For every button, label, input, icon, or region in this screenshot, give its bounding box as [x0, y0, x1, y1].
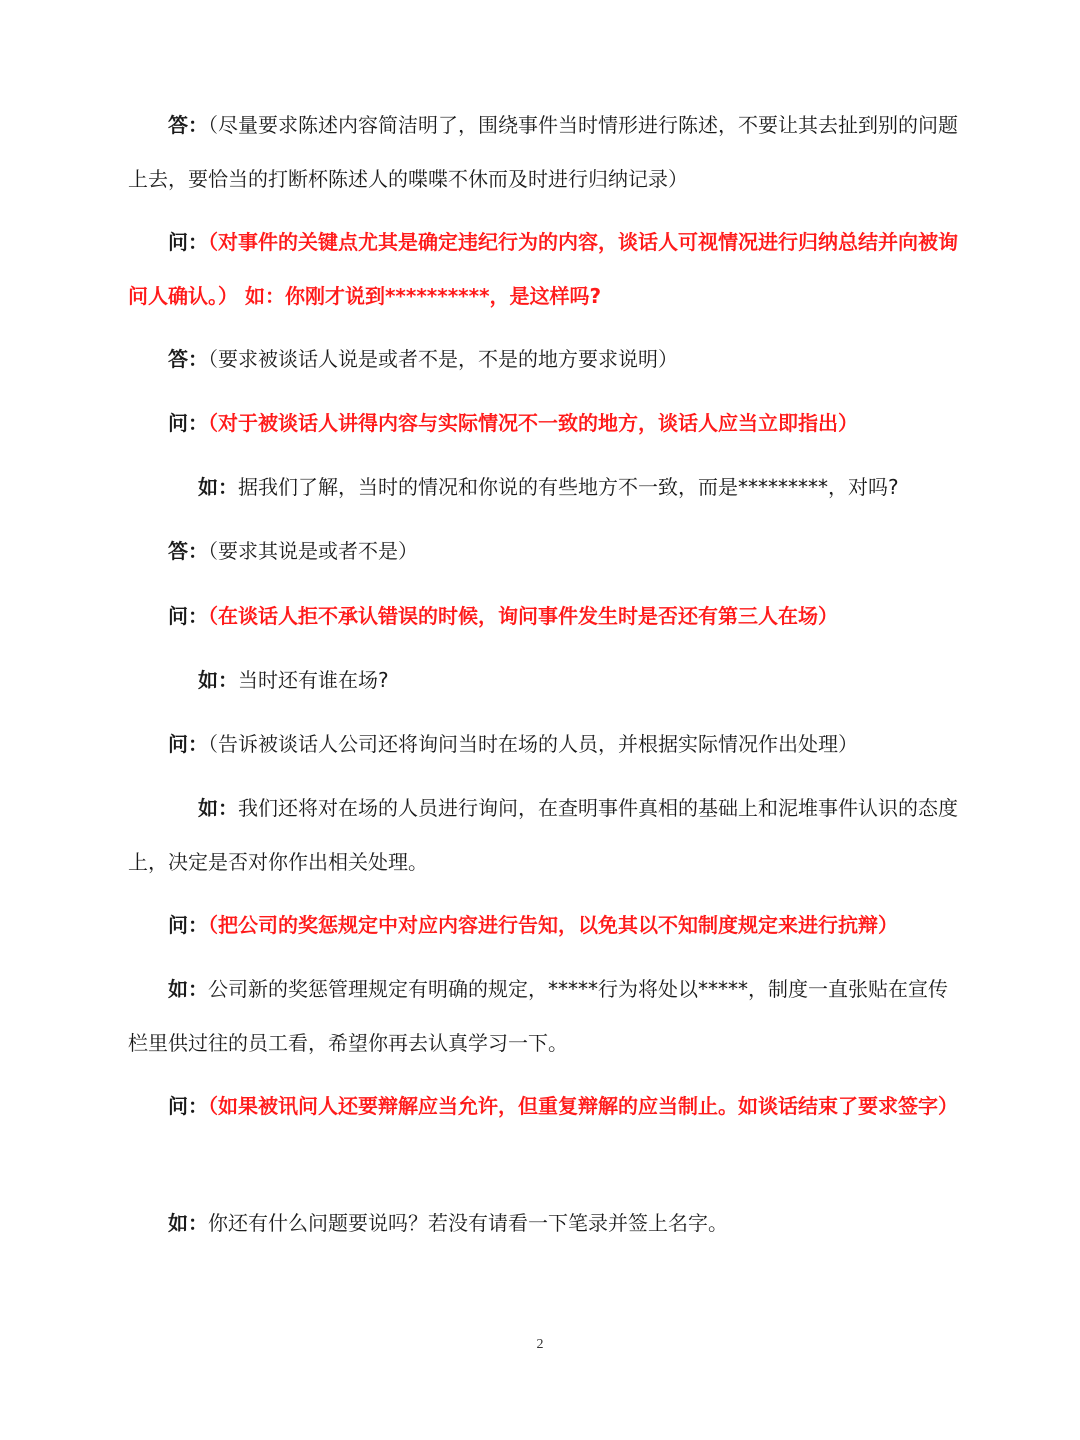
question-label: 问：	[168, 913, 208, 937]
question-label: 问：	[168, 604, 208, 628]
question-text: （把公司的奖惩规定中对应内容进行告知，以免其以不知制度规定来进行抗辩）	[208, 913, 898, 937]
paragraph-example-5	[128, 1196, 958, 1250]
paragraph-question-6	[128, 1079, 958, 1133]
paragraph-example-4	[128, 962, 958, 1070]
example-label: 如：	[198, 668, 238, 692]
question-label: 问：	[168, 732, 208, 756]
example-label: 如：	[198, 475, 238, 499]
paragraph-question-3	[128, 589, 958, 643]
question-text: （对事件的关键点尤其是确定违纪行为的内容，谈话人可视情况进行归纳总结并向被询问人确认。） 如：你刚才说到**********，是这样吗?	[128, 230, 958, 308]
paragraph-example-2	[128, 653, 958, 707]
question-text: （在谈话人拒不承认错误的时候，询问事件发生时是否还有第三人在场）	[208, 604, 838, 628]
example-label: 如：	[168, 1211, 208, 1235]
question-label: 问：	[168, 1094, 208, 1118]
paragraph-answer-1	[128, 98, 958, 206]
paragraph-question-5	[128, 898, 958, 952]
example-label: 如：	[168, 977, 208, 1001]
answer-text: （要求被谈话人说是或者不是，不是的地方要求说明）	[208, 347, 678, 371]
answer-label: 答：	[168, 113, 208, 137]
paragraph-example-1	[128, 460, 958, 514]
question-text: （告诉被谈话人公司还将询问当时在场的人员，并根据实际情况作出处理）	[208, 732, 858, 756]
paragraph-answer-2	[128, 332, 958, 386]
question-label: 问：	[168, 230, 208, 254]
question-text: （如果被讯问人还要辩解应当允许，但重复辩解的应当制止。如谈话结束了要求签字）	[208, 1094, 958, 1118]
example-text: 公司新的奖惩管理规定有明确的规定，*****行为将处以*****，制度一直张贴在宣传栏里供过往的员工看，希望你再去认真学习一下。	[128, 977, 948, 1055]
question-label: 问：	[168, 411, 208, 435]
paragraph-question-1	[128, 215, 958, 323]
example-text: 我们还将对在场的人员进行询问，在查明事件真相的基础上和泥堆事件认识的态度上，决定是否对你作出相关处理。	[128, 796, 958, 874]
example-text: 据我们了解，当时的情况和你说的有些地方不一致，而是*********，对吗?	[238, 475, 899, 499]
answer-label: 答：	[168, 539, 208, 563]
answer-text: （要求其说是或者不是）	[208, 539, 418, 563]
example-text: 你还有什么问题要说吗？若没有请看一下笔录并签上名字。	[208, 1211, 728, 1235]
paragraph-answer-3	[128, 524, 958, 578]
paragraph-question-4	[128, 717, 958, 771]
paragraph-example-3	[128, 781, 958, 889]
page-number: 2	[536, 1337, 544, 1352]
answer-text: （尽量要求陈述内容简洁明了，围绕事件当时情形进行陈述，不要让其去扯到别的问题上去，要恰当的打断杯陈述人的喋喋不休而及时进行归纳记录）	[128, 113, 958, 191]
answer-label: 答：	[168, 347, 208, 371]
question-text: （对于被谈话人讲得内容与实际情况不一致的地方，谈话人应当立即指出）	[208, 411, 858, 435]
example-label: 如：	[198, 796, 238, 820]
example-text: 当时还有谁在场?	[238, 668, 389, 692]
paragraph-question-2	[128, 396, 958, 450]
